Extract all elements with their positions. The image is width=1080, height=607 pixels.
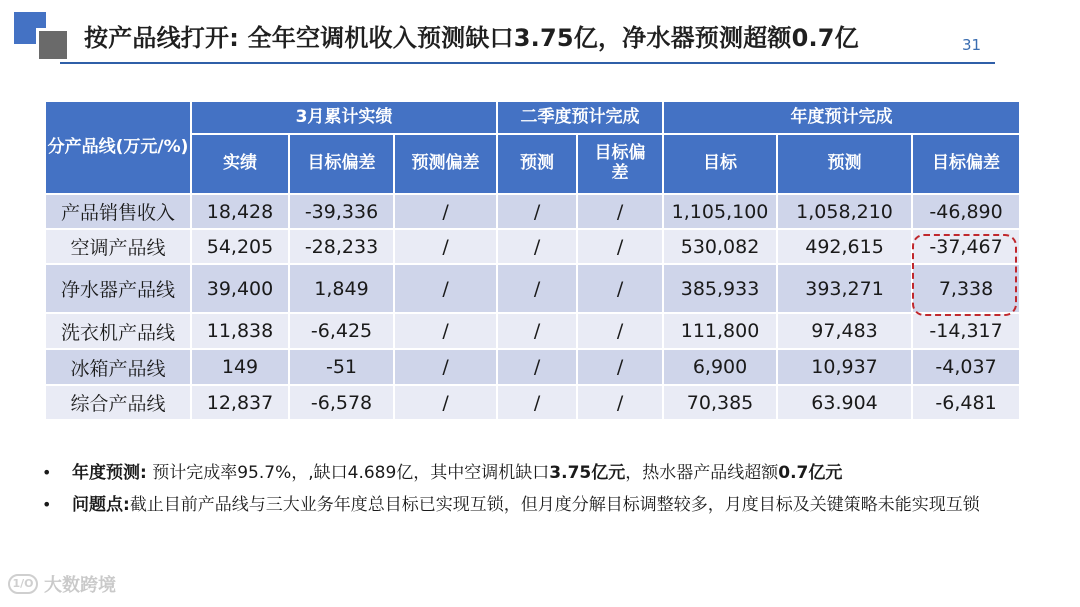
- column-header: 实绩: [191, 134, 289, 194]
- table-cell: /: [577, 229, 663, 264]
- table-cell: 1,058,210: [777, 194, 912, 229]
- column-header: 预测: [777, 134, 912, 194]
- table-row: [45, 313, 1020, 349]
- table-cell: 530,082: [663, 229, 777, 264]
- table-row: [45, 264, 1020, 313]
- table-cell: /: [497, 264, 577, 313]
- table-cell: 18,428: [191, 194, 289, 229]
- table-row: [45, 385, 1020, 420]
- table-cell: -6,481: [912, 385, 1020, 420]
- table-cell: 净水器产品线: [45, 264, 191, 313]
- column-header: 预测偏差: [394, 134, 497, 194]
- group-header-march-actual: 3月累计实绩: [191, 101, 497, 134]
- table-cell: -46,890: [912, 194, 1020, 229]
- table-cell: -37,467: [912, 229, 1020, 264]
- table-cell: /: [394, 194, 497, 229]
- watermark: [8, 571, 116, 597]
- bullet-strong-text: 0.7亿元: [778, 463, 843, 483]
- table-cell: 6,900: [663, 349, 777, 385]
- bullet-text: ，热水器产品线超额: [625, 463, 779, 483]
- table-cell: 7,338: [912, 264, 1020, 313]
- table-cell: -4,037: [912, 349, 1020, 385]
- logo-block-front: [36, 28, 70, 62]
- table-cell: -14,317: [912, 313, 1020, 349]
- column-header: 预测: [497, 134, 577, 194]
- table-cell: 1,849: [289, 264, 394, 313]
- watermark-logo-icon: 1/O: [8, 574, 38, 594]
- table-row: [45, 194, 1020, 229]
- table-cell: /: [497, 349, 577, 385]
- table-cell: 63.904: [777, 385, 912, 420]
- table-cell: 149: [191, 349, 289, 385]
- table-cell: /: [497, 385, 577, 420]
- page-title: 按产品线打开: 全年空调机收入预测缺口3.75亿，净水器预测超额0.7亿: [84, 24, 859, 52]
- table-cell: 产品销售收入: [45, 194, 191, 229]
- table-cell: 洗衣机产品线: [45, 313, 191, 349]
- table-cell: 393,271: [777, 264, 912, 313]
- table-cell: -28,233: [289, 229, 394, 264]
- table-cell: 70,385: [663, 385, 777, 420]
- table-cell: /: [497, 313, 577, 349]
- table-cell: /: [577, 349, 663, 385]
- table-cell: /: [394, 349, 497, 385]
- bullet-label: 年度预测:: [72, 463, 147, 483]
- bullet-text: 截止目前产品线与三大业务年度总目标已实现互锁，但月度分解目标调整较多，月度目标及关键策略未能实现互锁: [129, 495, 980, 515]
- table-cell: /: [394, 385, 497, 420]
- column-header: 目标偏差: [577, 134, 663, 194]
- table-row: [45, 349, 1020, 385]
- table-cell: -39,336: [289, 194, 394, 229]
- column-header: 目标偏差: [912, 134, 1020, 194]
- table-cell: /: [577, 264, 663, 313]
- bullet-dot-icon: •: [42, 495, 52, 514]
- table-cell: -6,425: [289, 313, 394, 349]
- column-header: 目标: [663, 134, 777, 194]
- bullet-issues: [40, 489, 1030, 521]
- page-number: 31: [962, 36, 982, 54]
- table-cell: /: [497, 194, 577, 229]
- table-cell: 10,937: [777, 349, 912, 385]
- table-cell: 54,205: [191, 229, 289, 264]
- bullet-annual-forecast: [40, 457, 1030, 489]
- table-cell: 11,838: [191, 313, 289, 349]
- summary-bullets: [40, 457, 1030, 521]
- bullet-label: 问题点:: [72, 495, 130, 515]
- table-cell: -51: [289, 349, 394, 385]
- table-cell: 冰箱产品线: [45, 349, 191, 385]
- table-cell: /: [394, 229, 497, 264]
- group-header-annual-forecast: 年度预计完成: [663, 101, 1020, 134]
- table-cell: 492,615: [777, 229, 912, 264]
- highlight-annotation-box: [912, 234, 1017, 316]
- forecast-table: [44, 100, 1021, 421]
- table-cell: 111,800: [663, 313, 777, 349]
- table-row: [45, 229, 1020, 264]
- table-cell: /: [497, 229, 577, 264]
- bullet-strong-text: 3.75亿元: [549, 463, 626, 483]
- table-cell: -6,578: [289, 385, 394, 420]
- table-cell: 97,483: [777, 313, 912, 349]
- table-cell: /: [394, 313, 497, 349]
- table-cell: 39,400: [191, 264, 289, 313]
- bullet-text: 预计完成率95.7%，,缺口4.689亿，其中空调机缺口: [146, 463, 550, 483]
- table-cell: /: [577, 385, 663, 420]
- table-cell: 空调产品线: [45, 229, 191, 264]
- title-divider: [60, 62, 995, 64]
- table-cell: /: [577, 194, 663, 229]
- column-header: 目标偏差: [289, 134, 394, 194]
- watermark-text: 大数跨境: [44, 575, 116, 596]
- bullet-dot-icon: •: [42, 463, 52, 482]
- table-cell: 385,933: [663, 264, 777, 313]
- table-cell: 综合产品线: [45, 385, 191, 420]
- group-header-q2-forecast: 二季度预计完成: [497, 101, 663, 134]
- table-cell: 12,837: [191, 385, 289, 420]
- table-cell: /: [577, 313, 663, 349]
- table-cell: /: [394, 264, 497, 313]
- table-cell: 1,105,100: [663, 194, 777, 229]
- product-line-header: 分产品线(万元/%): [45, 101, 191, 194]
